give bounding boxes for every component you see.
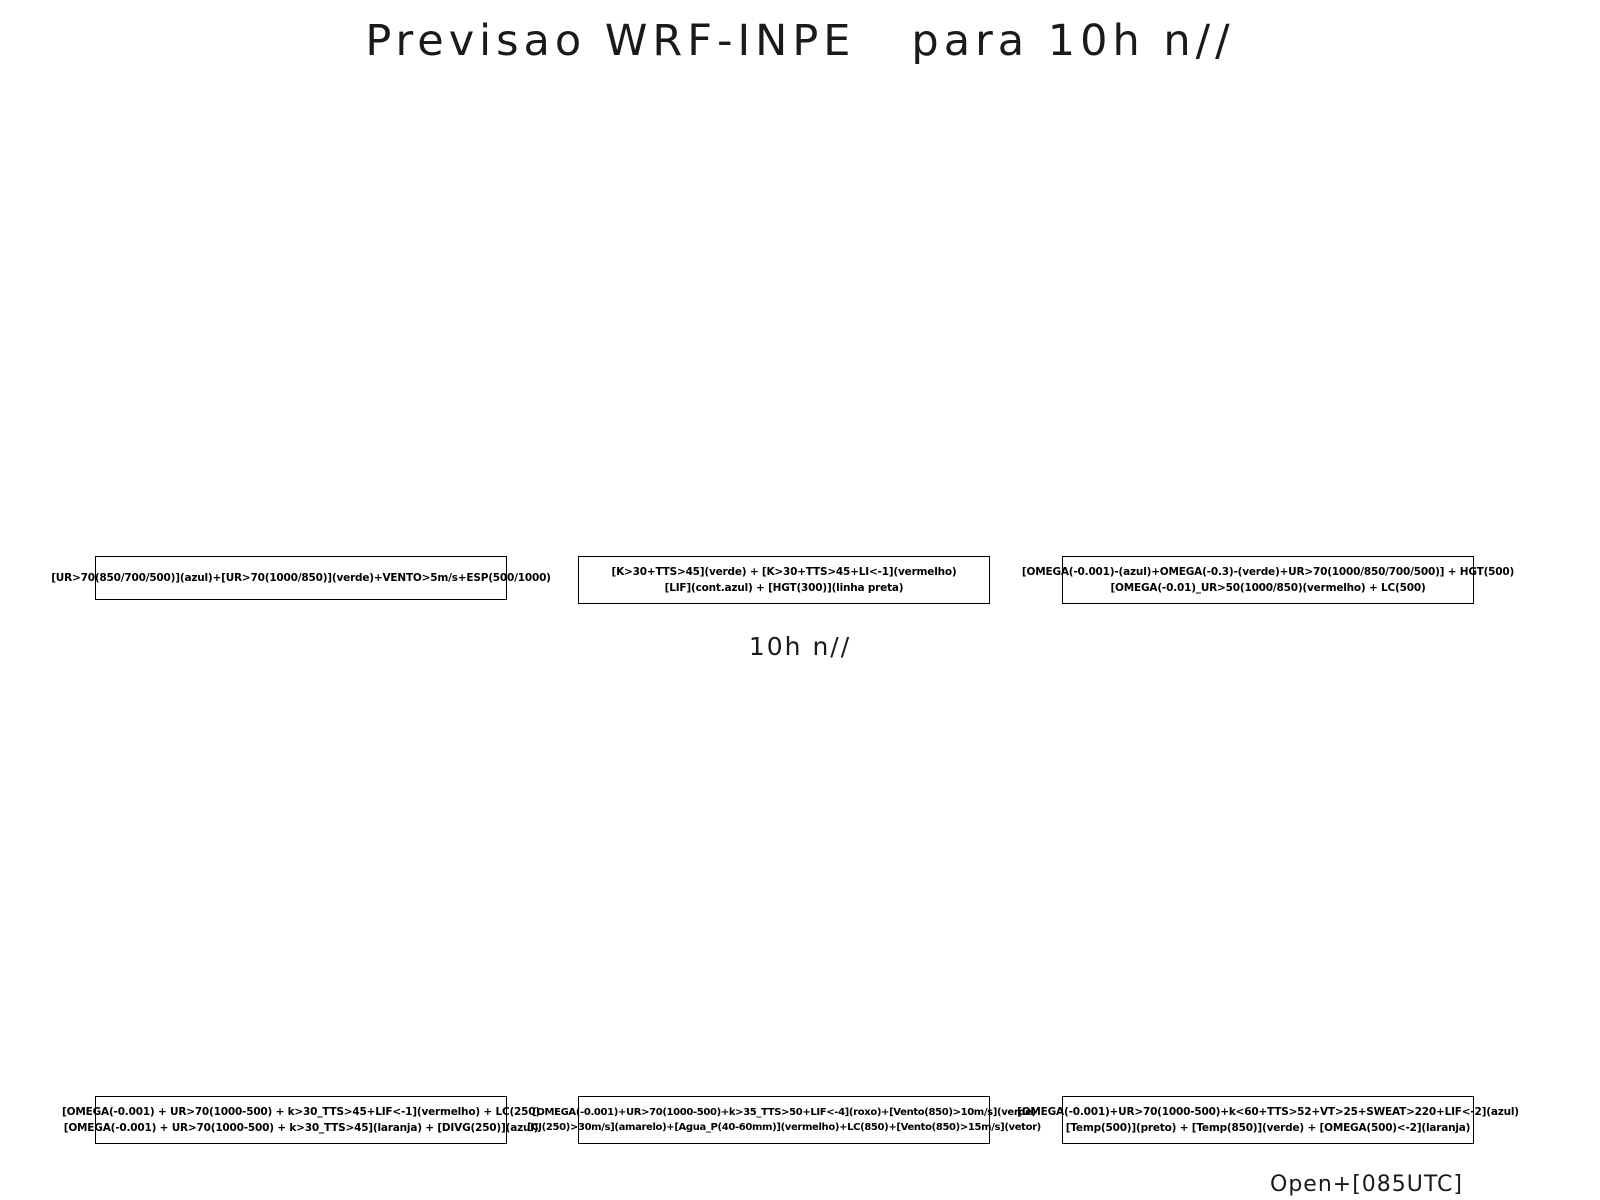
- legend-line: [OMEGA(-0.01)_UR>50(1000/850)(vermelho) + LC(500): [1110, 582, 1426, 594]
- legend-line: [Temp(500)](preto) + [Temp(850)](verde) + [OMEGA(500)<-2](laranja): [1065, 1122, 1471, 1134]
- legend-box-top-2: [578, 556, 990, 604]
- legend-line: [OMEGA(-0.001)-(azul)+OMEGA(-0.3)-(verde)+UR>70(1000/850/700/500)] + HGT(500): [1021, 565, 1515, 578]
- legend-box-top-1: [51, 556, 551, 600]
- legend-line: [OMEGA(-0.001) + UR>70(1000-500) + k>30_TTS>45](laranja) + [DIVG(250)](azul): [63, 1122, 539, 1134]
- legend-box-bottom-3: [1017, 1096, 1519, 1144]
- legend-box-top-3: [1021, 556, 1515, 604]
- legend-line: [OMEGA(-0.001)+UR>70(1000-500)+k<60+TTS>52+VT>25+SWEAT>220+LIF<-2](azul): [1017, 1105, 1519, 1118]
- section-subtitle: 10h n//: [748, 632, 852, 661]
- legend-box-bottom-2: [527, 1096, 1041, 1144]
- legend-line: [OMEGA(-0.001)+UR>70(1000-500)+k>35_TTS>50+LIF<-4](roxo)+[Vento(850)>10m/s](verde): [532, 1106, 1036, 1118]
- page-title: Previsao WRF-INPE para 10h n//: [365, 16, 1235, 66]
- legend-line: [UR>70(850/700/500)](azul)+[UR>70(1000/850)](verde)+VENTO>5m/s+ESP(500/1000): [51, 571, 551, 584]
- legend-line: [CJ(250)>30m/s](amarelo)+[Agua_P(40-60mm)](vermelho)+LC(850)+[Vento(850)>15m/s](vetor): [527, 1122, 1041, 1133]
- legend-box-bottom-1: [62, 1096, 540, 1144]
- footer-timestamp: Open+[085UTC]: [1270, 1172, 1463, 1197]
- legend-line: [LIF](cont.azul) + [HGT(300)](linha preta): [664, 582, 904, 594]
- legend-line: [OMEGA(-0.001) + UR>70(1000-500) + k>30_TTS>45+LIF<-1](vermelho) + LC(250): [62, 1105, 540, 1118]
- legend-line: [K>30+TTS>45](verde) + [K>30+TTS>45+LI<-1](vermelho): [611, 565, 957, 578]
